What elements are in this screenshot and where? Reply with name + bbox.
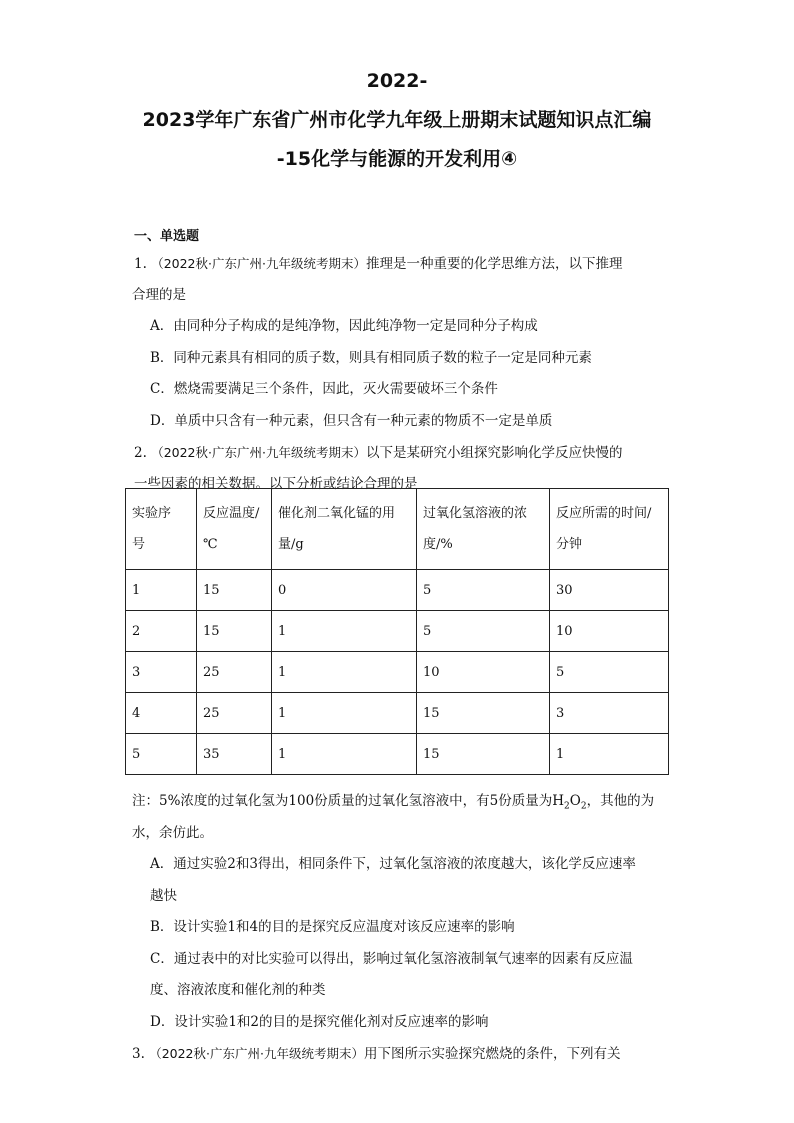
q1-stem-line-1 — [134, 248, 674, 280]
q1-option-b[interactable]: B．同种元素具有相同的质子数，则具有相同质子数的粒子一定是同种元素 — [150, 349, 592, 366]
header-cell: 反应温度/ ℃ — [197, 489, 272, 570]
table-cell: 35 — [197, 734, 272, 775]
q2-continued — [134, 786, 674, 1070]
section-heading: 一、单选题 — [134, 229, 200, 244]
table-row — [126, 570, 669, 611]
q2-note-line-2: 水，余仿此。 — [132, 824, 213, 841]
table-cell: 1 — [272, 611, 417, 652]
table-cell: 2 — [126, 611, 197, 652]
q1-option-c[interactable]: C．燃烧需要满足三个条件，因此，灭火需要破坏三个条件 — [150, 381, 498, 397]
q2-number: 2. — [134, 445, 147, 461]
table-cell: 30 — [550, 570, 669, 611]
q3-number: 3. — [132, 1046, 145, 1062]
table-row — [126, 652, 669, 693]
q3-stem-a: 用下图所示实验探究燃烧的条件，下列有关 — [363, 1046, 621, 1062]
table-cell: 1 — [126, 570, 197, 611]
q3-stem-line-1 — [132, 1038, 674, 1070]
table-cell: 1 — [272, 652, 417, 693]
q1-number: 1. — [134, 256, 147, 272]
q2-option-c[interactable]: C．通过表中的对比实验可以得出，影响过氧化氢溶液制氧气速率的因素有反应温 — [150, 950, 633, 967]
table-cell: 1 — [272, 693, 417, 734]
q2-option-b[interactable]: B．设计实验1和4的目的是探究反应温度对该反应速率的影响 — [150, 919, 515, 935]
q1-option-a[interactable]: A．由同种分子构成的是纯净物，因此纯净物一定是同种分子构成 — [150, 318, 538, 334]
title-line-1: 2022- — [366, 70, 428, 92]
table-cell: 5 — [126, 734, 197, 775]
table-cell: 15 — [417, 693, 550, 734]
q3-source: （2022秋·广东广州·九年级统考期末） — [149, 1046, 364, 1061]
table-cell: 25 — [197, 652, 272, 693]
q2-option-a-cont[interactable]: 越快 — [150, 887, 177, 904]
table-cell: 5 — [417, 611, 550, 652]
table-header-row — [126, 489, 669, 570]
q2-stem-a: 以下是某研究小组探究影响化学反应快慢的 — [365, 445, 623, 461]
table-cell: 1 — [272, 734, 417, 775]
q2-stem-line-1 — [134, 437, 674, 469]
table-cell: 10 — [550, 611, 669, 652]
q2-source: （2022秋·广东广州·九年级统考期末） — [151, 445, 366, 460]
header-cell: 实验序 号 — [126, 489, 197, 570]
table-cell: 25 — [197, 693, 272, 734]
table-cell: 1 — [550, 734, 669, 775]
table-cell: 15 — [197, 570, 272, 611]
table-cell: 15 — [417, 734, 550, 775]
table-row — [126, 734, 669, 775]
table-cell: 5 — [417, 570, 550, 611]
table-cell: 10 — [417, 652, 550, 693]
q2-stem-line-2: 一些因素的相关数据。以下分析或结论合理的是 — [134, 475, 418, 492]
q2-option-c-cont[interactable]: 度、溶液浓度和催化剂的种类 — [150, 982, 326, 998]
header-cell: 过氧化氢溶液的浓 度/% — [417, 489, 550, 570]
header-cell: 催化剂二氧化锰的用 量/g — [272, 489, 417, 570]
question-area — [134, 226, 674, 500]
q2-note-line-1: 注：5%浓度的过氧化氢为100份质量的过氧化氢溶液中，有5份质量为$H_2O_2$，其他的为 — [132, 793, 655, 812]
q1-source: （2022秋·广东广州·九年级统考期末） — [151, 256, 366, 271]
q1-option-d[interactable]: D．单质中只含有一种元素，但只含有一种元素的物质不一定是单质 — [150, 412, 553, 429]
title-line-2: 2023学年广东省广州市化学九年级上册期末试题知识点汇编 — [142, 109, 652, 131]
table-cell: 0 — [272, 570, 417, 611]
q1-stem-line-2: 合理的是 — [132, 286, 186, 303]
title-line-3: -15化学与能源的开发利用④ — [276, 148, 518, 170]
header-cell: 反应所需的时间/ 分钟 — [550, 489, 669, 570]
q2-option-a[interactable]: A．通过实验2和3得出，相同条件下，过氧化氢溶液的浓度越大，该化学反应速率 — [150, 856, 636, 872]
table-row — [126, 611, 669, 652]
table-cell: 3 — [550, 693, 669, 734]
table-cell: 15 — [197, 611, 272, 652]
table-cell: 5 — [550, 652, 669, 693]
experiment-table — [125, 488, 669, 775]
table-row — [126, 693, 669, 734]
q1-stem-a: 推理是一种重要的化学思维方法，以下推理 — [365, 256, 623, 272]
document-title — [100, 62, 694, 179]
q2-option-d[interactable]: D．设计实验1和2的目的是探究催化剂对反应速率的影响 — [150, 1013, 489, 1030]
table-cell: 4 — [126, 693, 197, 734]
table-cell: 3 — [126, 652, 197, 693]
